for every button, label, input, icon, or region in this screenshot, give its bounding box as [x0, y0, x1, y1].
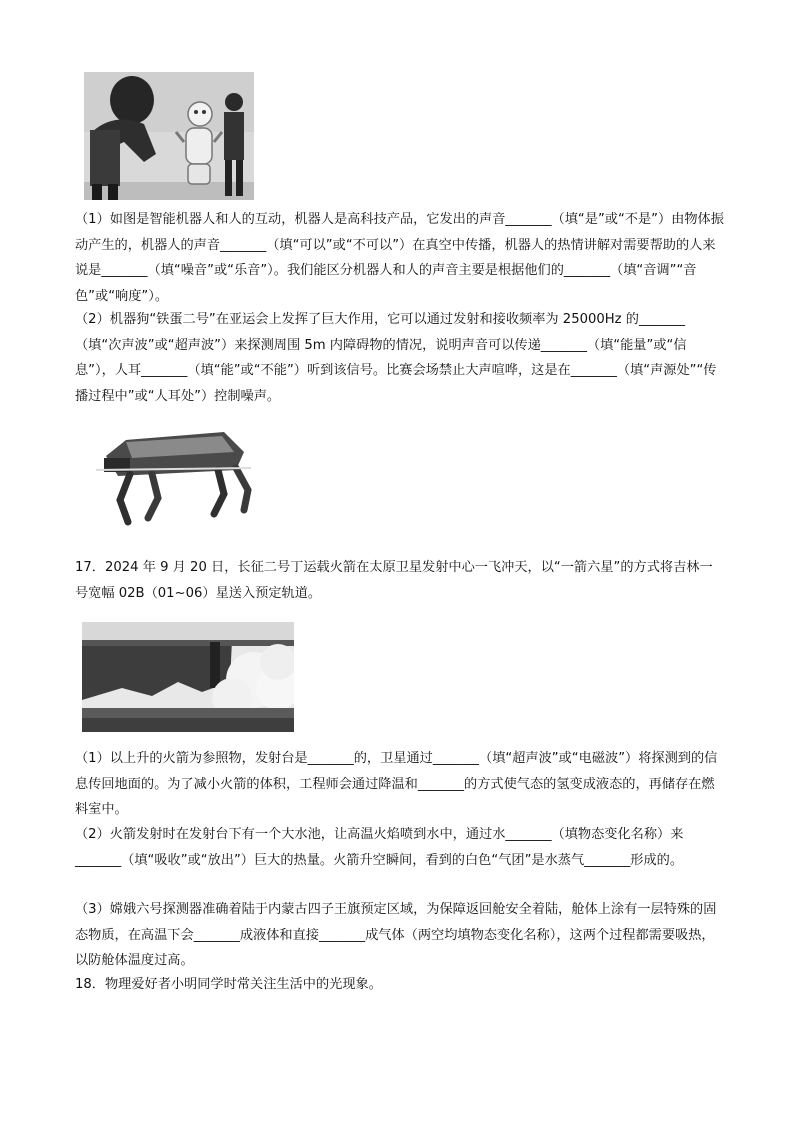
q16-part1: （1）如图是智能机器人和人的互动，机器人是高科技产品，它发出的声音_______（填“是”或“不是”）由物体振动产生的，机器人的声音_______（填“可以”或“不可以”）在真空中传播，机器人的热情讲解对需要帮助的人来说是_______（填“噪音”或“乐音”）。我们能区分机器人和人的声音主要是根据他们的_______（填“音调”“音色”或“响度”）。	[75, 212, 724, 304]
q17-part3: （3）嫦娥六号探测器准确着陆于内蒙古四子王旗预定区域，为保障返回舱安全着陆，舱体上涂有一层特殊的固态物质，在高温下会_______成液体和直接_______成气体（两空均填物态变化名称），这两个过程都需要吸热，以防舱体温度过高。	[75, 902, 717, 968]
question-17-stem: 17．2024 年 9 月 20 日，长征二号丁运载火箭在太原卫星发射中心一飞冲天，以“一箭六星”的方式将吉林一号宽幅 02B（01~06）星送入预定轨道。	[75, 560, 713, 601]
q17-part2: （2）火箭发射时在发射台下有一个大水池，让高温火焰喷到水中，通过水_______（填物态变化名称）来_______（填“吸收”或“放出”）巨大的热量。火箭升空瞬间，看到的白色“气团”是水蒸气_______形成的。	[75, 827, 684, 868]
q16-part2: （2）机器狗“铁蛋二号”在亚运会上发挥了巨大作用，它可以通过发射和接收频率为 25000Hz 的_______（填“次声波”或“超声波”）来探测周围 5m 内障碍物的情况，说明声音可以传递_______（填“能量”或“信息”），人耳_______（填“能”或“不能”）听到该信号。比赛会场禁止大声喧哗，这是在_______（填“声源处”“传播过程中”或“人耳处”）控制噪声。	[75, 312, 717, 404]
question-18-stem: 18．物理爱好者小明同学时常关注生活中的光现象。	[75, 977, 382, 992]
q17-part1: （1）以上升的火箭为参照物，发射台是_______的，卫星通过_______（填“超声波”或“电磁波”）将探测到的信息传回地面的。为了减小火箭的体积，工程师会通过降温和_______的方式使气态的氢变成液态的，再储存在燃料室中。	[75, 751, 718, 817]
rocket-launch-photo	[82, 622, 294, 732]
robot-interaction-photo	[84, 72, 254, 200]
robot-dog-photo	[86, 418, 256, 528]
